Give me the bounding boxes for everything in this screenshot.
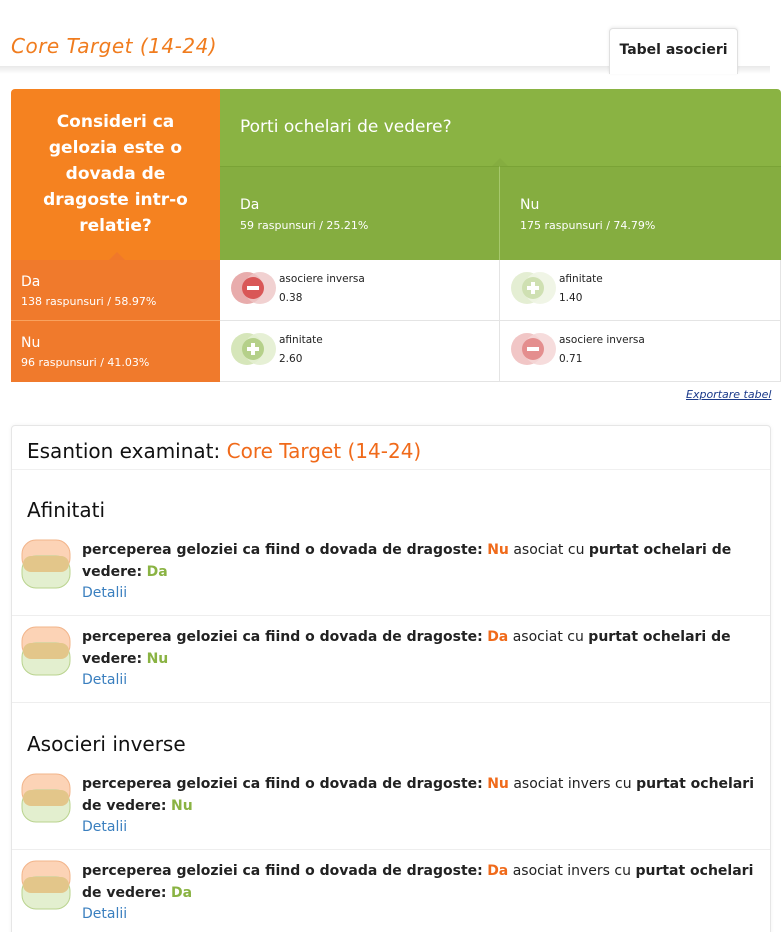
export-table-link[interactable]: Exportare tabel xyxy=(686,388,772,401)
tab-tabel-asocieri[interactable]: Tabel asocieri xyxy=(609,28,738,74)
divider xyxy=(12,849,770,850)
item-relation: asociat invers cu xyxy=(512,863,631,879)
details-link[interactable]: Detalii xyxy=(82,672,128,688)
item-object: purtat ochelari de vedere: xyxy=(82,542,732,580)
section-title-afinitati: Afinitati xyxy=(27,498,106,522)
item-subject-value: Da xyxy=(487,629,509,645)
item-subject-value: Da xyxy=(487,863,509,879)
divider xyxy=(12,469,770,470)
cell-value: 0.71 xyxy=(559,353,583,365)
matrix-cell[interactable] xyxy=(220,260,500,321)
cell-type: asociere inversa xyxy=(559,334,645,346)
row-header-label: Nu xyxy=(21,335,41,351)
column-header-count: 175 raspunsuri / 74.79% xyxy=(520,219,656,232)
cell-type: asociere inversa xyxy=(279,273,365,285)
minus-icon xyxy=(231,270,279,306)
association-item xyxy=(82,539,767,583)
overlap-icon xyxy=(21,860,73,912)
cell-value: 2.60 xyxy=(279,353,303,365)
overlap-icon xyxy=(21,773,73,825)
row-header-count: 138 raspunsuri / 58.97% xyxy=(21,295,157,308)
item-subject: perceperea geloziei ca fiind o dovada de dragoste: xyxy=(82,629,483,645)
overlap-icon xyxy=(21,626,73,678)
column-header-count: 59 raspunsuri / 25.21% xyxy=(240,219,369,232)
association-matrix xyxy=(11,89,781,382)
column-question xyxy=(220,89,781,166)
row-header-nu xyxy=(11,321,220,382)
row-header-label: Da xyxy=(21,274,41,290)
row-question xyxy=(11,89,220,260)
item-object: purtat ochelari de vedere: xyxy=(82,863,754,901)
details-link[interactable]: Detalii xyxy=(82,819,128,835)
cell-value: 1.40 xyxy=(559,292,583,304)
section-title-asocieri-inverse: Asocieri inverse xyxy=(27,732,186,756)
column-header-da xyxy=(220,166,500,260)
item-relation: asociat cu xyxy=(512,629,584,645)
item-subject: perceperea geloziei ca fiind o dovada de dragoste: xyxy=(82,542,483,558)
minus-icon xyxy=(511,331,559,367)
row-question-text: Consideri ca gelozia este o dovada de dragoste intr-o relatie? xyxy=(43,112,188,236)
item-object-value: Nu xyxy=(146,651,169,667)
divider xyxy=(12,702,770,703)
column-question-text: Porti ochelari de vedere? xyxy=(240,117,452,137)
plus-icon xyxy=(231,331,279,367)
cell-type: afinitate xyxy=(559,273,603,285)
item-subject-value: Nu xyxy=(487,542,509,558)
panel-title-prefix: Esantion examinat: xyxy=(27,439,221,463)
details-link[interactable]: Detalii xyxy=(82,585,128,601)
cell-value: 0.38 xyxy=(279,292,303,304)
matrix-cell[interactable] xyxy=(500,321,781,382)
item-relation: asociat cu xyxy=(513,542,585,558)
item-relation: asociat invers cu xyxy=(513,776,632,792)
panel-title xyxy=(27,439,421,463)
panel-title-highlight: Core Target (14-24) xyxy=(226,439,422,463)
divider xyxy=(12,615,770,616)
page-title: Core Target (14-24) xyxy=(11,34,218,58)
association-item xyxy=(82,773,767,817)
item-object: purtat ochelari de vedere: xyxy=(82,776,754,814)
row-header-da xyxy=(11,260,220,321)
item-subject: perceperea geloziei ca fiind o dovada de dragoste: xyxy=(82,776,483,792)
matrix-cell[interactable] xyxy=(500,260,781,321)
sample-panel xyxy=(11,425,771,932)
column-header-label: Nu xyxy=(520,197,540,213)
item-object-value: Nu xyxy=(170,798,193,814)
overlap-icon xyxy=(21,539,73,591)
item-subject-value: Nu xyxy=(487,776,509,792)
association-item xyxy=(82,626,767,670)
plus-icon xyxy=(511,270,559,306)
column-header-nu xyxy=(500,166,781,260)
association-item xyxy=(82,860,767,904)
row-header-count: 96 raspunsuri / 41.03% xyxy=(21,356,150,369)
item-object: purtat ochelari de vedere: xyxy=(82,629,731,667)
matrix-cell[interactable] xyxy=(220,321,500,382)
item-subject: perceperea geloziei ca fiind o dovada de dragoste: xyxy=(82,863,483,879)
column-header-label: Da xyxy=(240,197,260,213)
item-object-value: Da xyxy=(146,564,168,580)
item-object-value: Da xyxy=(170,885,193,901)
details-link[interactable]: Detalii xyxy=(82,906,128,922)
cell-type: afinitate xyxy=(279,334,323,346)
